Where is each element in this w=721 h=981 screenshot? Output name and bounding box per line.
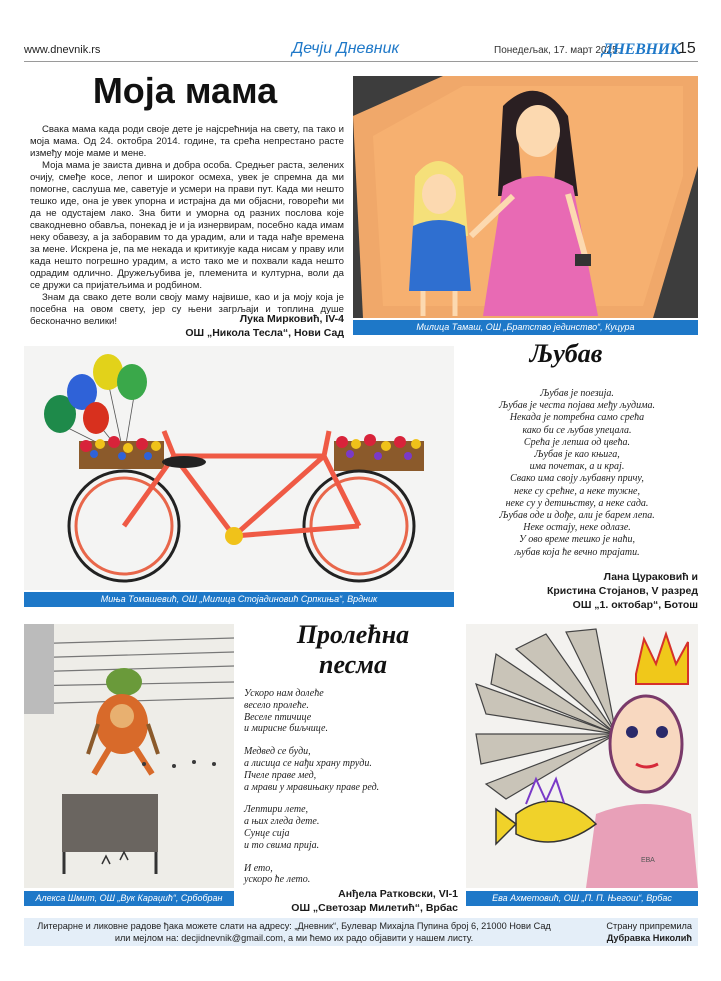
poem-line: Медвед се буди, [244,746,311,758]
poem-stanza [244,688,464,735]
author-school: ОШ „Никола Тесла“, Нови Сад [185,327,344,339]
poem-line: Љубав је честа појава међу људима. [499,400,655,412]
editor-label: Страну припремила [606,921,692,931]
poem-line: како би се љубав упецала. [522,424,632,436]
author-name: Лука Мирковић, IV-4 [239,313,344,325]
poem-stanza [244,746,464,793]
editor-credit [606,920,692,944]
drawing-queen-art [466,624,698,888]
drawing-queen [466,624,698,888]
poem-title-prolecna-pesma [248,620,458,680]
drawing-bicycle [24,346,454,590]
poem-line: Сунце сија [244,827,290,839]
editor-name: Дубравка Николић [606,933,692,943]
poem-line: Љубав је поезија. [540,388,614,399]
poem-stanza [244,863,464,887]
issue-date: Понедељак, 17. март 2025. [494,45,621,56]
poem-line: а мрави у мравињаку праве ред. [244,781,380,793]
author-name: Лана Цураковић и [603,571,698,583]
poem-line: ускоро ће лето. [244,874,311,886]
drawing-mother-daughter [353,76,698,318]
poem-line: И ето, [244,862,273,874]
caption-swing: Алекса Шмит, ОШ „Вук Караџић“, Србобран [24,891,234,906]
poem-line: има почетак, а и крај. [529,461,625,473]
poem-line: Срећа је лепша од цвећа. [523,436,631,448]
poem-line: весело пролеће. [244,699,309,711]
article-signature [30,312,344,340]
poem-line: Пчеле праве мед, [244,769,317,781]
drawing-mother-daughter-art [353,76,698,318]
svg-text:ЕВА: ЕВА [641,857,655,864]
author-name: Кристина Стојанов, V разред [546,585,698,597]
poem-line: Љубав оде и дође, али је барем лепа. [499,510,655,522]
article-paragraph: Знам да свако дете воли своју маму највише, као и ја моју која је посебна на овом свету, јер су њени загрљаји и топлина душе бесконачно велики! [30,292,344,327]
article-paragraph: Моја мама је заиста дивна и добра особа. Средњег раста, зелених очију, смеђе косе, лепог и широког осмеха, увек је спремна да ми помогне, саслуша ме, саветује и усмери на прави пут. Када ми нешто тешко иде, она је увек упорна и истрајна да ми објасни, говорећи ми да не одустајем лако. Зна бити и уморна од разних послова које свакодневно обавља, понекад је и ја изнервирам, посебно када имам неку обавезу, а ја заборавим то да урадим, али и тада нађе времена за мене. Искрена је, па ме некада и критикује када нисам у праву или када нешто погрешно урадим, а исто тако ме и похвали када нешто одрадим одлично. Дружељубива је, племенита и културна, воли да се дружи са пријатељима и родбином. [30,160,344,291]
article-paragraph: Свака мама када роди своје дете је најсрећнија на свету, па тако и моја мама. Од 24. октобра 2014. године, та срећа непрестано расте између моје маме и мене. [30,124,344,159]
poem-line: неке су срећне, а неке тужне, [514,485,640,497]
poem-line: Свако има своју љубавну причу, [510,473,644,485]
poem-line: Ускоро нам долеће [244,688,324,699]
poem-line: Некада је потребна само срећа [509,412,645,424]
caption-queen: Ева Ахметовић, ОШ „П. П. Његош“, Врбас [466,891,698,906]
newspaper-logo: ДНЕВНИК [602,41,681,58]
poem-signature-prolecna-pesma [244,887,458,915]
poem-line: а лисица се нађи храну труди. [244,757,372,769]
poem-line: Љубав је као књига, [534,449,620,461]
poem-line: неке су у детињству, а неке сада. [505,497,649,509]
caption-bicycle: Миња Томашевић, ОШ „Милица Стојадиновић Српкиња“, Врдник [24,592,454,607]
poem-line: Веселе птичице [244,711,312,723]
page-footer [24,918,698,946]
article-title-moja-mama: Моја мама [92,70,278,111]
poem-title-ljubav: Љубав [529,339,603,368]
submission-address: Литерарне и ликовне радове ђака можете слати на адресу: „Дневник“, Булевар Михајла Пупина број 6, 21000 Нови Сад [37,921,551,931]
poem-line: и мирисне биљчице. [244,723,328,735]
poem-line: и то свима прија. [244,839,320,851]
poem-line: У ово време тешко је наћи, [519,534,635,546]
poem-line: љубав која ће вечно трајати. [514,546,640,558]
poem-stanza [244,804,464,851]
caption-mother-daughter: Милица Тамаш, ОШ „Братство јединство“, Куцура [353,320,698,335]
drawing-bicycle-art [24,346,454,590]
article-body [30,124,344,328]
poem-signature-ljubav [462,570,698,612]
poem-title-line: Пролећна [296,620,410,649]
drawing-swing-art [24,624,234,888]
submission-email[interactable]: или мејлом на: decjidnevnik@gmail.com, а ми ћемо их радо објавити у нашем листу. [114,933,474,943]
poem-line: а њих гледа дете. [244,816,320,828]
poem-line: Лептири лете, [244,804,309,816]
page-header [24,40,698,62]
drawing-swing [24,624,234,888]
poem-body-ljubav [462,388,692,559]
site-url[interactable]: www.dnevnik.rs [24,44,101,56]
poem-body-prolecna-pesma [244,688,464,897]
submission-info [24,920,564,944]
page-number: 15 [678,40,696,57]
poem-title-line: песма [318,650,387,679]
poem-line: Неке остају, неке одлазе. [523,522,631,534]
author-school: ОШ „Светозар Милетић“, Врбас [291,902,458,914]
author-name: Анђела Ратковски, VI-1 [338,888,458,900]
section-title: Дечји Дневник [292,40,400,57]
author-school: ОШ „1. октобар“, Ботош [572,599,698,611]
